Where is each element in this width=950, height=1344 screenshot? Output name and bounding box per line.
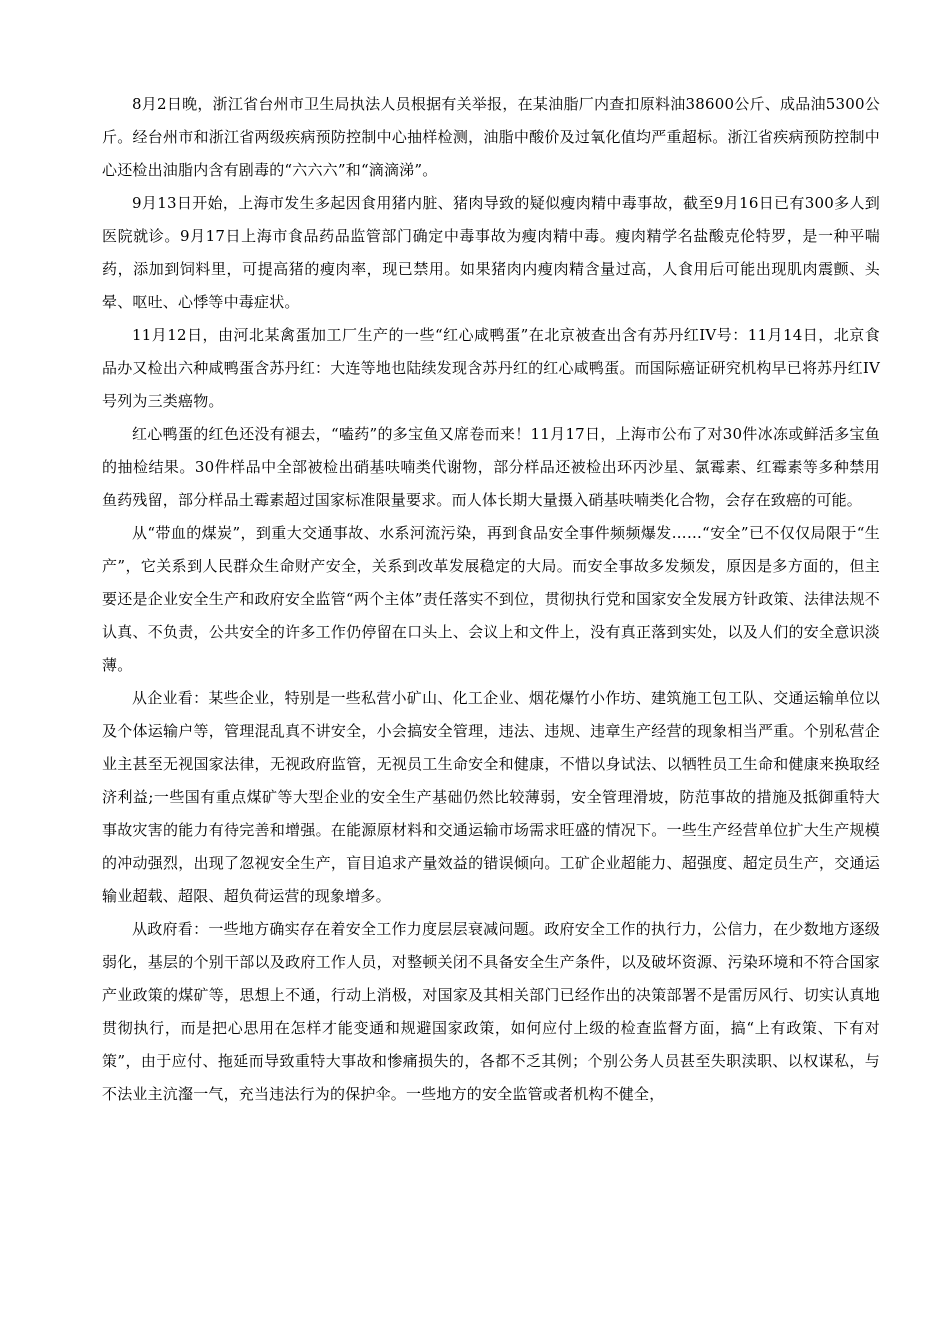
- paragraph-6: 从企业看：某些企业，特别是一些私营小矿山、化工企业、烟花爆竹小作坊、建筑施工包工队、交通运输单位以及个体运输户等，管理混乱真不讲安全，小会搞安全管理，违法、违规、违章生产经营的现象相当严重。个别私营企业主甚至无视国家法律，无视政府监管，无视员工生命安全和健康，不惜以身试法、以牺牲员工生命和健康来换取经济利益;一些国有重点煤矿等大型企业的安全生产基础仍然比较薄弱，安全管理滑坡，防范事故的措施及抵御重特大事故灾害的能力有待完善和增强。在能源原材料和交通运输市场需求旺盛的情况下。一些生产经营单位扩大生产规模的冲动强烈，出现了忽视安全生产，盲目追求产量效益的错误倾向。工矿企业超能力、超强度、超定员生产，交通运输业超载、超限、超负荷运营的现象增多。: [102, 689, 880, 905]
- paragraph-1: 8月2日晚，浙江省台州市卫生局执法人员根据有关举报，在某油脂厂内查扣原料油38600公斤、成品油5300公斤。经台州市和浙江省两级疾病预防控制中心抽样检测，油脂中酸价及过氧化值均严重超标。浙江省疾病预防控制中心还检出油脂内含有剧毒的“六六六”和“滴滴涕”。: [102, 95, 880, 179]
- document-body: [102, 88, 880, 1111]
- paragraph-5: 从“带血的煤炭”，到重大交通事故、水系河流污染，再到食品安全事件频频爆发……“安全”已不仅仅局限于“生产”，它关系到人民群众生命财产安全，关系到改革发展稳定的大局。而安全事故多发频发，原因是多方面的，但主要还是企业安全生产和政府安全监管“两个主体”责任落实不到位，贯彻执行党和国家安全发展方针政策、法律法规不认真、不负责，公共安全的许多工作仍停留在口头上、会议上和文件上，没有真正落到实处，以及人们的安全意识淡薄。: [102, 524, 880, 674]
- paragraph-7: 从政府看：一些地方确实存在着安全工作力度层层衰减问题。政府安全工作的执行力，公信力，在少数地方逐级弱化，基层的个别干部以及政府工作人员，对整顿关闭不具备安全生产条件，以及破坏资源、污染环境和不符合国家产业政策的煤矿等，思想上不通，行动上消极，对国家及其相关部门已经作出的决策部署不是雷厉风行、切实认真地贯彻执行，而是把心思用在怎样才能变通和规避国家政策，如何应付上级的检查监督方面，搞“上有政策、下有对策”，由于应付、拖延而导致重特大事故和惨痛损失的，各都不乏其例；个别公务人员甚至失职渎职、以权谋私，与不法业主沆瀣一气，充当违法行为的保护伞。一些地方的安全监管或者机构不健全，: [102, 920, 880, 1103]
- paragraph-2: 9月13日开始，上海市发生多起因食用猪内脏、猪肉导致的疑似瘦肉精中毒事故，截至9月16日已有300多人到医院就诊。9月17日上海市食品药品监管部门确定中毒事故为瘦肉精中毒。瘦肉精学名盐酸克伦特罗，是一种平喘药，添加到饲料里，可提高猪的瘦肉率，现已禁用。如果猪肉内瘦肉精含量过高，人食用后可能出现肌肉震颤、头晕、呕吐、心悸等中毒症状。: [102, 194, 880, 311]
- paragraph-3: 11月12日，由河北某禽蛋加工厂生产的一些“红心咸鸭蛋”在北京被查出含有苏丹红IV号：11月14日，北京食品办又检出六种咸鸭蛋含苏丹红：大连等地也陆续发现含苏丹红的红心咸鸭蛋。而国际癌证研究机构早已将苏丹红IV号列为三类癌物。: [102, 326, 880, 410]
- paragraph-4: 红心鸭蛋的红色还没有褪去，“嗑药”的多宝鱼又席卷而来！11月17日，上海市公布了对30件冰冻或鲜活多宝鱼的抽检结果。30件样品中全部被检出硝基呋喃类代谢物，部分样品还被检出环丙沙星、氯霉素、红霉素等多种禁用鱼药残留，部分样品土霉素超过国家标准限量要求。而人体长期大量摄入硝基呋喃类化合物，会存在致癌的可能。: [102, 425, 880, 509]
